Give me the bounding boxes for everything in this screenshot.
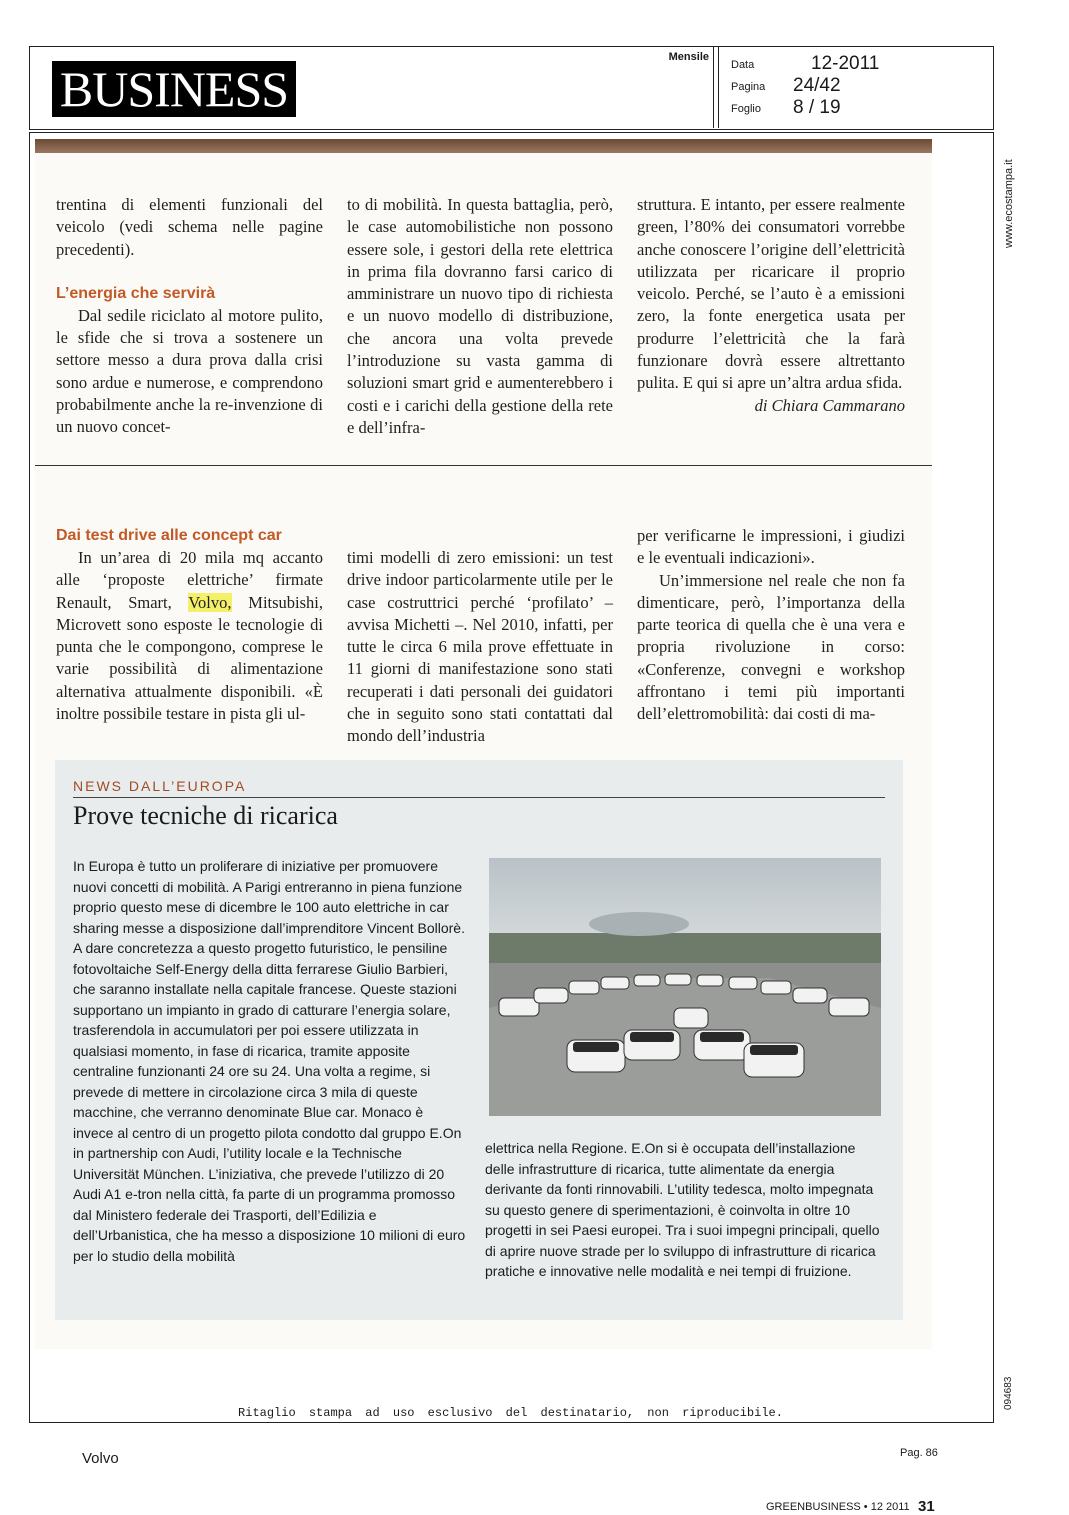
column-3-bottom (637, 525, 905, 726)
magazine-footer (766, 1498, 935, 1515)
text-run: Mitsubishi, Microvett sono esposte le tecnologie di punta che le compongono, comprese le varie possibilità di alimentazione alternativa attualmente disponibili. «È inoltre possibile testare in pista gli ul- (56, 592, 324, 724)
news-right-text: elettrica nella Regione. E.On si è occupata dell’installazione delle infrastrutture di ricarica, tutte alimentate da energia derivante da fonti rinnovabili. L’utility tedesca, molto impegnata su questo genere di sperimentazioni, è coinvolta in oltre 10 progetti in sei Paesi europei. Tra i suoi impegni principali, quello di aprire nuove strade per lo sviluppo di infrastrutture di ricarica pratiche e innovative nelle modalità e nei tempi di fruizione. (485, 1140, 880, 1279)
column-2-top (347, 194, 613, 439)
column-3-top (637, 194, 905, 417)
magazine-page-number: 31 (918, 1498, 935, 1515)
paragraph: Un’immersione nel reale che non fa dimenticare, però, l’importanza della parte teorica di quella che è una vera e propria rivoluzione in corso: «Conferenze, convegni e workshop affrontano i temi più importanti dell’elettromobilità: dai costi di ma- (637, 570, 905, 724)
meta-label: Data (731, 59, 755, 71)
column-1-bottom (56, 525, 323, 725)
paragraph: to di mobilità. In questa battaglia, però, le case automobilistiche non possono essere sole, i gestori della rete elettrica in prima fila dovranno farsi carico di amministrare un nuovo tipo di richiesta e un nuovo modello di distribuzione, che ancora una volta prevede l’introduzione su vasta gamma di soluzioni smart grid e aumenterebbero i costi e i carichi della gestione della rete e dell’infra- (347, 195, 613, 437)
section-divider (35, 465, 932, 466)
top-color-band (35, 139, 932, 153)
publication-logo: BUSINESS (52, 61, 296, 117)
meta-label: Pagina (731, 81, 766, 93)
news-kicker: NEWS DALL’EUROPA (73, 778, 247, 794)
column-1-top (56, 194, 323, 439)
paragraph: struttura. E intanto, per essere realmente green, l’80% dei consumatori vorrebbe anche conoscere l’origine dell’elettricità utilizzata per ricaricare il proprio veicolo. Perché, se l’auto è a emissioni zero, la fonte energetica usata per produrre l’elettricità che la farà funzionare dovrà essere altrettanto pulita. E qui si apre un’altra ardua sfida. (637, 195, 905, 393)
cars-photo-illustration (489, 858, 881, 1116)
cars-photo (489, 858, 881, 1116)
meta-value: 12-2011 (811, 53, 880, 74)
news-title: Prove tecniche di ricarica (73, 801, 338, 830)
frequency-label: Mensile (668, 51, 709, 63)
highlighted-brand: Volvo, (188, 592, 232, 612)
paragraph: trentina di elementi funzionali del veicolo (vedi schema nelle pagine precedenti). (56, 195, 323, 259)
meta-value: 24/42 (793, 75, 841, 96)
news-box (55, 760, 903, 1320)
logo-cell (30, 47, 714, 128)
column-2-bottom (347, 547, 613, 748)
kicker-rule (73, 797, 885, 798)
disclaimer: Ritaglio stampa ad uso esclusivo del destinatario, non riproducibile. (238, 1406, 783, 1420)
clipping-page-number: Pag. 86 (900, 1447, 938, 1459)
side-code: 094683 (1003, 1376, 1014, 1410)
side-url: www.ecostampa.it (1003, 159, 1015, 248)
metadata-cell (718, 47, 993, 128)
paragraph: timi modelli di zero emissioni: un test drive indoor particolarmente utile per le case costruttrici perché ‘profilato’ – avvisa Michetti –. Nel 2010, infatti, per tutte le circa 6 mila prove effettuate in 11 giorni di manifestazione sono stati recuperati i dati personali dei guidatori che in seguito sono stati contattati dal mondo dell’industria (347, 548, 613, 746)
meta-value: 8 / 19 (793, 97, 841, 118)
news-left-text: In Europa è tutto un proliferare di iniziative per promuovere nuovi concetti di mobilità. A Parigi entreranno in piena funzione proprio questo mese di dicembre le 100 auto elettriche in car sharing messe a disposizione dall’imprenditore Vincent Bollorè. A dare concretezza a questo progetto futuristico, le pensiline fotovoltaiche Self-Energy della ditta ferrarese Giulio Barbieri, che saranno installate nella capitale francese. Queste stazioni supportano un impianto in grado di catturare l’energia solare, trasferendola in accumulatori per poi essere utilizzata in qualsiasi momento, in fase di ricarica, tramite apposite centraline funzionanti 24 ore su 24. Una volta a regime, si prevede di mettere in circolazione circa 3 mila di queste macchine, che verranno denominate Blue car. Monaco è invece al centro di un progetto pilota condotto dal gruppo E.On in partnership con Audi, l’utility locale e la Technische Universität München. L’iniziativa, che prevede l’utilizzo di 20 Audi A1 e-tron nella città, fa parte di un programma promosso dal Ministero federale dei Trasporti, dell’Edilizia e dell’Urbanistica, che ha messo a disposizione 10 milioni di euro per lo studio della mobilità (73, 858, 466, 1264)
paragraph: Dal sedile riciclato al motore pulito, le sfide che si trova a sostenere un settore messo a dura prova dalla crisi sono ardue e numerose, e comprendono probabilmente anche la re-invenzione di un nuovo concet- (56, 305, 323, 437)
meta-label: Foglio (731, 103, 761, 115)
subhead-energy: L’energia che servirà (56, 284, 216, 302)
subhead-test-drive: Dai test drive alle concept car (56, 527, 282, 544)
text-run: In un’area di 20 mila mq accanto alle ‘proposte elettriche’ firmate Renault, Smart, (56, 548, 323, 612)
paragraph: per verificarne le impressioni, i giudizi e le eventuali indicazioni». (637, 526, 905, 568)
clipping-header (29, 46, 994, 130)
client-name: Volvo (82, 1450, 119, 1467)
byline: di Chiara Cammarano (754, 395, 905, 415)
magazine-footer-label: GREENBUSINESS • 12 2011 (766, 1501, 910, 1513)
paragraph (56, 547, 323, 725)
